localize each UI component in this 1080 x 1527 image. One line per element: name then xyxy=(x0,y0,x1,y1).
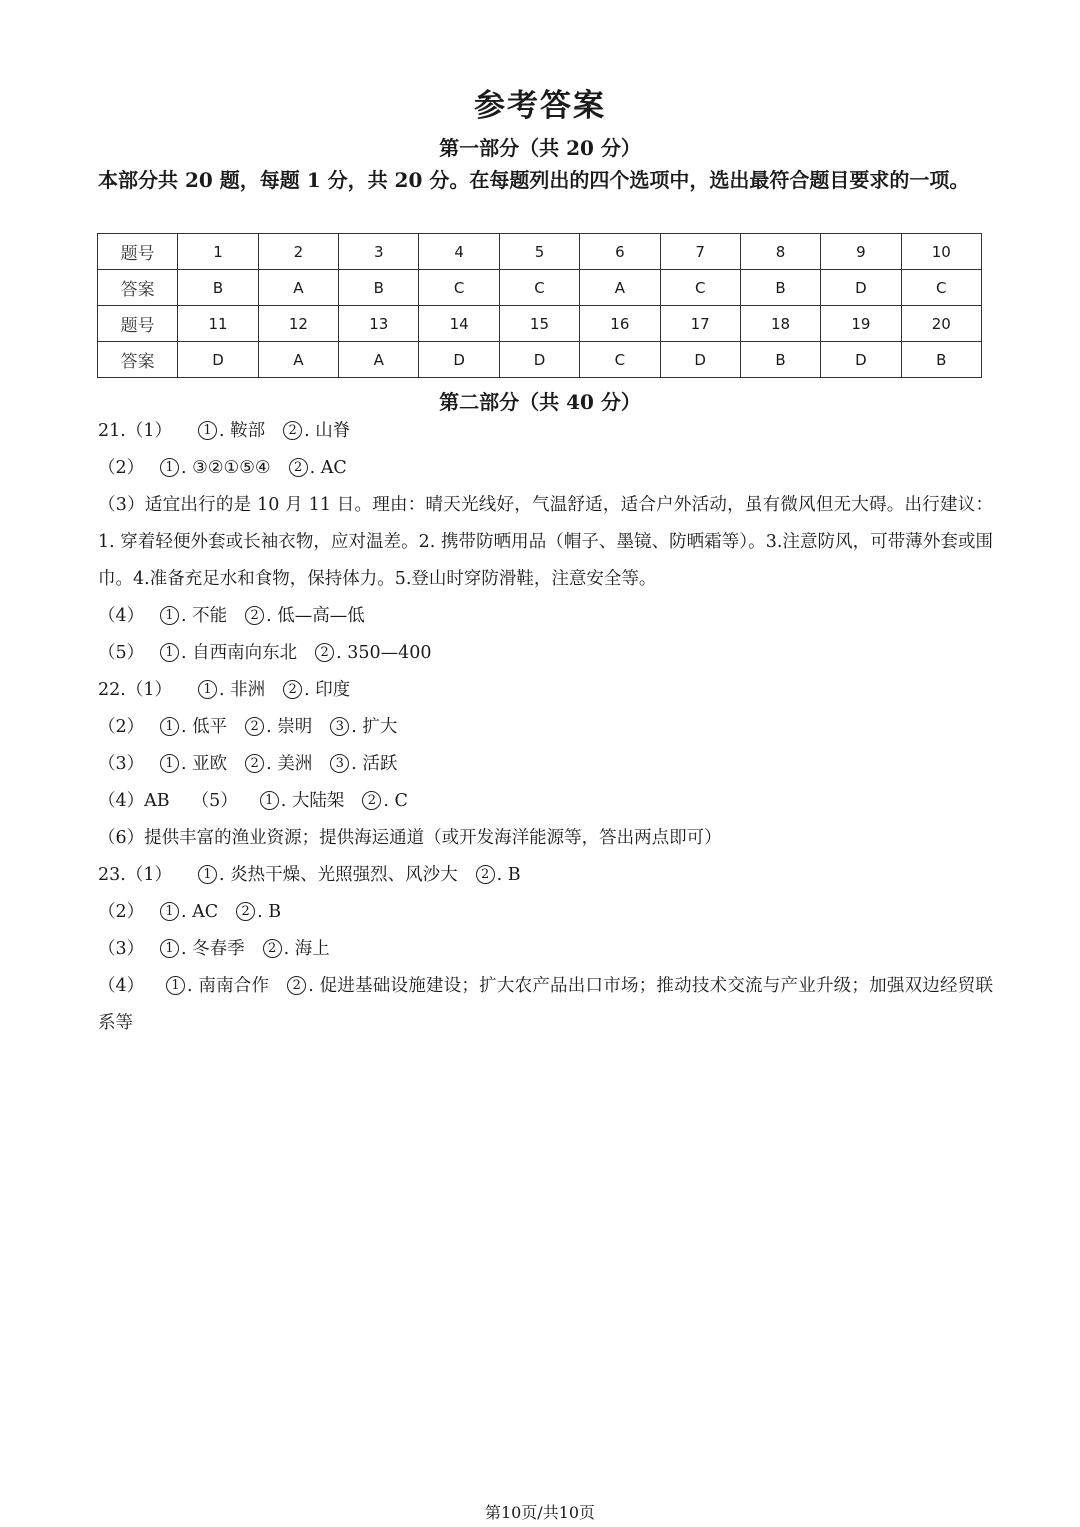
question-number: 21.（1） xyxy=(98,421,172,441)
table-cell: C xyxy=(580,342,660,378)
answer-item xyxy=(260,783,345,820)
circled-marker: 2 xyxy=(315,643,334,662)
question-number: 23.（1） xyxy=(98,865,172,885)
circled-marker: 1 xyxy=(160,717,179,736)
circled-marker: 2 xyxy=(283,421,302,440)
answer-text: . 冬春季 xyxy=(181,939,245,959)
table-cell: 8 xyxy=(740,234,820,270)
table-cell: B xyxy=(740,270,820,306)
answer-item xyxy=(160,598,227,635)
circled-marker: 1 xyxy=(160,643,179,662)
circled-marker: 2 xyxy=(245,717,264,736)
sub-question-label: （2） xyxy=(98,458,145,478)
answer-paragraph xyxy=(98,968,993,1042)
answer-item xyxy=(160,450,271,487)
table-cell: D xyxy=(821,342,901,378)
circled-marker: 2 xyxy=(283,680,302,699)
circled-marker: 1 xyxy=(160,902,179,921)
answer-line xyxy=(98,450,993,487)
table-cell: 16 xyxy=(580,306,660,342)
table-cell: D xyxy=(419,342,499,378)
table-cell: D xyxy=(499,342,579,378)
answer-text: . 非洲 xyxy=(218,680,266,700)
table-cell: 3 xyxy=(339,234,419,270)
answer-text: . 海上 xyxy=(283,939,330,959)
answer-text: . 低平 xyxy=(181,717,228,737)
answer-text: . C xyxy=(383,791,408,811)
answer-text: . 崇明 xyxy=(266,717,313,737)
answer-item xyxy=(160,931,245,968)
table-cell: 17 xyxy=(660,306,740,342)
answer-item xyxy=(245,598,365,635)
sub-question-label: （2） xyxy=(98,717,145,737)
answer-text: . 印度 xyxy=(304,680,351,700)
table-cell: B xyxy=(339,270,419,306)
table-cell: 14 xyxy=(419,306,499,342)
table-cell: 5 xyxy=(499,234,579,270)
circled-marker: 2 xyxy=(263,939,282,958)
answer-item xyxy=(283,413,350,450)
table-cell: 11 xyxy=(178,306,258,342)
answer-line xyxy=(98,598,993,635)
table-row xyxy=(98,270,982,306)
answer-item xyxy=(263,931,330,968)
circled-marker: 1 xyxy=(198,865,217,884)
answer-text: . 亚欧 xyxy=(181,754,228,774)
answer-text: . 自西南向东北 xyxy=(181,643,298,663)
circled-marker: 2 xyxy=(245,754,264,773)
table-cell: 7 xyxy=(660,234,740,270)
answer-text: . 扩大 xyxy=(351,717,398,737)
sub-question-label: （3） xyxy=(98,939,145,959)
answer-line xyxy=(98,931,993,968)
answer-item xyxy=(160,709,227,746)
table-cell: B xyxy=(740,342,820,378)
answer-item xyxy=(160,635,297,672)
answer-text: . 促进基础设施建设；扩大农产品出口市场；推动技术交流与产业升级；加强双边经贸联系等 xyxy=(98,976,993,1033)
answer-item xyxy=(245,746,312,783)
answer-item xyxy=(245,709,312,746)
circled-marker: 2 xyxy=(289,458,308,477)
answer-text: . 活跃 xyxy=(351,754,398,774)
table-cell: 12 xyxy=(258,306,338,342)
table-cell: 4 xyxy=(419,234,499,270)
question-number: 22.（1） xyxy=(98,680,172,700)
table-cell: C xyxy=(901,270,981,306)
circled-marker: 1 xyxy=(198,680,217,699)
answer-line xyxy=(98,894,993,931)
circled-marker: 2 xyxy=(287,976,306,995)
table-row xyxy=(98,234,982,270)
answer-item xyxy=(289,450,347,487)
row-label-answer: 答案 xyxy=(98,342,178,378)
row-label-question: 题号 xyxy=(98,306,178,342)
sub-question-label: （4） xyxy=(98,976,145,996)
table-cell: A xyxy=(580,270,660,306)
part2-heading: 第二部分（共 40 分） xyxy=(439,390,641,414)
answer-text: . B xyxy=(496,865,521,885)
table-cell: 1 xyxy=(178,234,258,270)
circled-marker: 3 xyxy=(330,754,349,773)
circled-marker: 1 xyxy=(260,791,279,810)
circled-marker: 1 xyxy=(166,976,185,995)
answer-text: . 炎热干燥、光照强烈、风沙大 xyxy=(218,865,458,885)
answer-item xyxy=(362,783,408,820)
answer-text: . B xyxy=(257,902,282,922)
sub-question-label: （5） xyxy=(191,791,238,811)
answer-line xyxy=(98,413,993,450)
answer-item xyxy=(198,857,458,894)
answer-table xyxy=(97,233,982,378)
table-cell: 2 xyxy=(258,234,338,270)
table-cell: 10 xyxy=(901,234,981,270)
circled-marker: 1 xyxy=(160,606,179,625)
table-cell: C xyxy=(660,270,740,306)
table-cell: A xyxy=(339,342,419,378)
answer-text: . 不能 xyxy=(181,606,228,626)
page-footer: 第10页/共10页 xyxy=(484,1503,596,1522)
answer-text: . 350—400 xyxy=(336,643,432,663)
row-label-answer: 答案 xyxy=(98,270,178,306)
table-cell: A xyxy=(258,342,338,378)
part1-instruction: 本部分共 20 题，每题 1 分，共 20 分。在每题列出的四个选项中，选出最符合题目要求的一项。 xyxy=(98,168,970,192)
answer-text: . 鞍部 xyxy=(218,421,266,441)
answer-paragraph: （3）适宜出行的是 10 月 11 日。理由：晴天光线好，气温舒适，适合户外活动，虽有微风但无大碍。出行建议：1. 穿着轻便外套或长袖衣物，应对温差。2. 携带防晒用品（帽子、墨镜、防晒霜等）。3.注意防风，可带薄外套或围巾。4.准备充足水和食物，保持体力。5.登山时穿防滑鞋，注意安全等。 xyxy=(98,495,993,589)
answer-line xyxy=(98,635,993,672)
table-cell: C xyxy=(419,270,499,306)
table-cell: 20 xyxy=(901,306,981,342)
table-row xyxy=(98,342,982,378)
answer-text: . 美洲 xyxy=(266,754,313,774)
table-cell: 19 xyxy=(821,306,901,342)
answer-item xyxy=(160,894,218,931)
table-cell: D xyxy=(178,342,258,378)
table-cell: A xyxy=(258,270,338,306)
table-cell: B xyxy=(901,342,981,378)
circled-marker: 1 xyxy=(160,939,179,958)
answer-text: . 低—高—低 xyxy=(266,606,365,626)
circled-marker: 1 xyxy=(160,754,179,773)
answer-text: . ③②①⑤④ xyxy=(181,458,271,478)
table-cell: C xyxy=(499,270,579,306)
table-cell: D xyxy=(660,342,740,378)
page-title: 参考答案 xyxy=(474,88,606,124)
circled-marker: 2 xyxy=(245,606,264,625)
answer-line xyxy=(98,857,993,894)
table-cell: B xyxy=(178,270,258,306)
answer-text: . 山脊 xyxy=(304,421,351,441)
answer-line: （6）提供丰富的渔业资源；提供海运通道（或开发海洋能源等，答出两点即可） xyxy=(98,828,722,848)
answer-item xyxy=(198,672,265,709)
sub-question-label: （2） xyxy=(98,902,145,922)
table-cell: 15 xyxy=(499,306,579,342)
answer-line xyxy=(98,746,993,783)
sub-question-label: （4） xyxy=(98,606,145,626)
table-cell: 6 xyxy=(580,234,660,270)
answer-item xyxy=(283,672,350,709)
answer-line xyxy=(98,672,993,709)
answer-item xyxy=(160,746,227,783)
table-cell: 9 xyxy=(821,234,901,270)
circled-marker: 1 xyxy=(160,458,179,477)
table-cell: D xyxy=(821,270,901,306)
answer-text: （4）AB xyxy=(98,791,170,811)
table-cell: 13 xyxy=(339,306,419,342)
answer-item xyxy=(166,976,269,996)
answer-item xyxy=(330,709,397,746)
answer-item xyxy=(476,857,521,894)
row-label-question: 题号 xyxy=(98,234,178,270)
answer-line xyxy=(98,783,993,820)
table-row xyxy=(98,306,982,342)
answer-item xyxy=(236,894,281,931)
answer-item xyxy=(330,746,397,783)
circled-marker: 3 xyxy=(330,717,349,736)
circled-marker: 2 xyxy=(236,902,255,921)
answer-text: . AC xyxy=(309,458,347,478)
sub-question-label: （5） xyxy=(98,643,145,663)
circled-marker: 2 xyxy=(476,865,495,884)
circled-marker: 1 xyxy=(198,421,217,440)
answer-text: . AC xyxy=(181,902,219,922)
part1-heading: 第一部分（共 20 分） xyxy=(439,136,641,160)
sub-question-label: （3） xyxy=(98,754,145,774)
answer-item xyxy=(315,635,431,672)
answer-item xyxy=(198,413,265,450)
part2-answers xyxy=(98,413,993,1042)
answer-text: . 大陆架 xyxy=(280,791,345,811)
answer-text: . 南南合作 xyxy=(187,976,270,996)
table-cell: 18 xyxy=(740,306,820,342)
answer-line xyxy=(98,709,993,746)
circled-marker: 2 xyxy=(362,791,381,810)
